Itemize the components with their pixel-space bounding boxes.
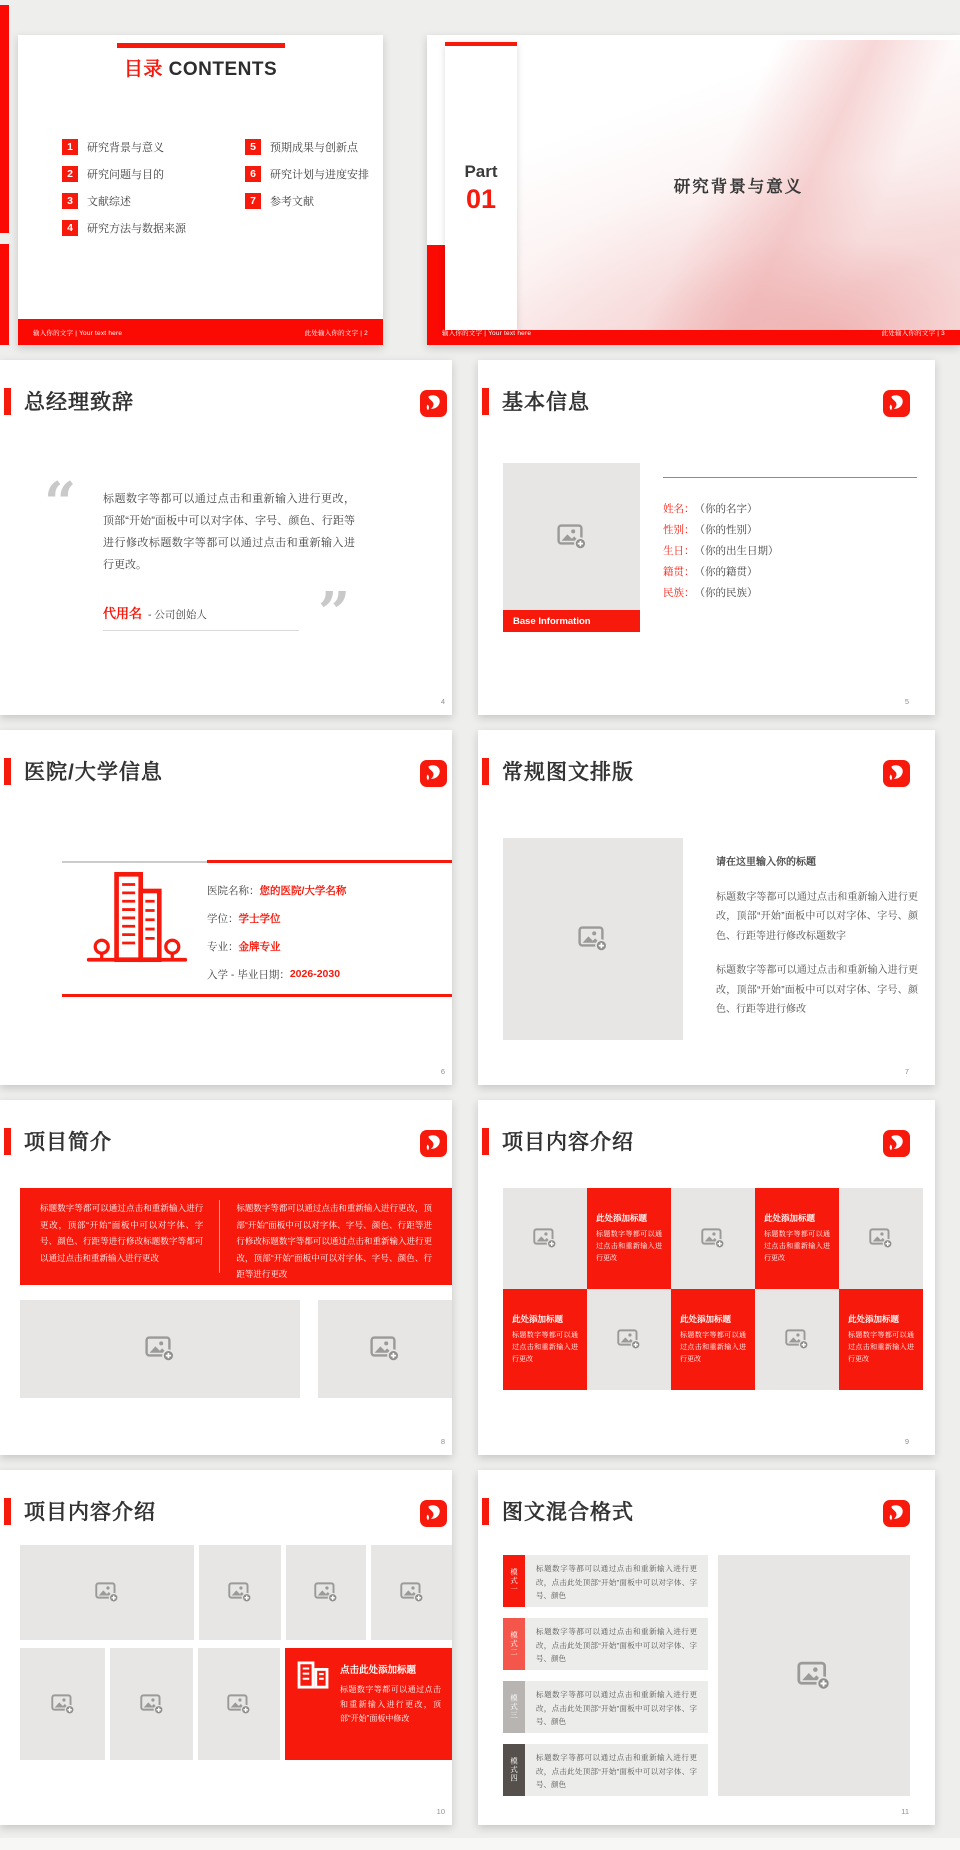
school-field: 入学 - 毕业日期： 2026-2030	[207, 968, 341, 981]
title-accent-bar	[482, 758, 489, 785]
text-cell: 此处添加标题 标题数字等都可以通过点击和重新输入进行更改	[587, 1188, 671, 1289]
school-field: 专业： 金牌专业	[207, 940, 281, 953]
founder-name: 代用名	[103, 606, 143, 621]
slide-thumbnail-text-image-layout[interactable]	[478, 730, 935, 1085]
slide-title-row	[482, 386, 590, 416]
school-field-list	[207, 876, 346, 988]
info-field: 民族： （你的民族）	[663, 587, 758, 599]
toc-column-left	[62, 133, 186, 241]
image-placeholder	[755, 1289, 839, 1390]
slide-thumbnail-toc[interactable]	[18, 35, 383, 345]
mode-row	[503, 1555, 708, 1607]
toc-number-badge: 2	[62, 166, 78, 182]
toc-item: 5 预期成果与创新点	[245, 133, 369, 160]
toc-number-badge: 5	[245, 139, 261, 155]
founder-role: - 公司创始人	[148, 609, 207, 621]
cover-image-panel	[517, 40, 960, 330]
add-image-icon	[578, 926, 608, 952]
slide-title: 医院/大学信息	[24, 761, 163, 784]
page-number: 5	[904, 697, 909, 706]
slide-footer-band	[18, 319, 383, 345]
title-accent-bar	[117, 43, 285, 48]
divider-gray-segment	[62, 861, 207, 863]
text-cell: 此处添加标题 标题数字等都可以通过点击和重新输入进行更改	[503, 1289, 587, 1390]
close-quote-icon: ”	[318, 580, 351, 646]
image-placeholder	[718, 1555, 910, 1796]
title-accent-bar	[4, 388, 11, 415]
add-image-icon	[557, 524, 587, 550]
add-image-icon	[701, 1228, 725, 1249]
add-image-icon	[533, 1228, 557, 1249]
slide-title-row	[4, 1496, 156, 1526]
title-accent-bar	[4, 1128, 11, 1155]
image-caption-band: Base Information	[503, 610, 640, 632]
slide-title: 项目内容介绍	[502, 1131, 634, 1154]
add-image-icon	[145, 1336, 175, 1362]
add-image-icon	[227, 1694, 251, 1715]
slide-title: 图文混合格式	[502, 1501, 634, 1524]
footer-left-text: 输入你的文字 | Your text here	[442, 329, 532, 337]
image-placeholder	[503, 838, 683, 1040]
page-number: 9	[904, 1437, 909, 1446]
add-image-icon	[228, 1582, 252, 1603]
toc-item: 4 研究方法与数据来源	[62, 214, 186, 241]
image-placeholder	[20, 1300, 300, 1398]
add-image-icon	[370, 1336, 400, 1362]
slide-title: 总经理致辞	[24, 391, 134, 414]
docer-logo-icon	[420, 760, 447, 787]
text-cell: 此处添加标题 标题数字等都可以通过点击和重新输入进行更改	[839, 1289, 923, 1390]
title-accent-bar	[4, 1498, 11, 1525]
toc-number-badge: 4	[62, 220, 78, 236]
slide-thumbnail-ceo-message[interactable]	[0, 360, 452, 715]
slide-thumbnail-project-content-grid[interactable]	[478, 1100, 935, 1455]
toc-item: 1 研究背景与意义	[62, 133, 186, 160]
signature-row	[103, 603, 207, 622]
info-field: 性别： （你的性别）	[663, 524, 758, 536]
info-field: 生日： （你的出生日期）	[663, 545, 779, 557]
slide-thumbnail-project-intro[interactable]	[0, 1100, 452, 1455]
red-caption-box	[285, 1648, 452, 1760]
image-placeholder	[839, 1188, 923, 1289]
ground-line	[62, 994, 452, 997]
text-cell: 此处添加标题 标题数字等都可以通过点击和重新输入进行更改	[755, 1188, 839, 1289]
docer-logo-icon	[420, 1130, 447, 1157]
add-image-icon	[140, 1694, 164, 1715]
title-accent-bar	[4, 758, 11, 785]
page-number: 8	[440, 1437, 445, 1446]
add-image-icon	[785, 1329, 809, 1350]
image-placeholder	[503, 463, 640, 610]
page-number: 7	[904, 1067, 909, 1076]
toc-title-en: CONTENTS	[162, 59, 278, 80]
part-label: Part	[464, 161, 498, 181]
slide-thumbnail-part-01[interactable]	[427, 35, 960, 345]
text-cell: 此处添加标题 标题数字等都可以通过点击和重新输入进行更改	[671, 1289, 755, 1390]
mode-tab: 模式二	[503, 1618, 525, 1670]
caption-text: 标题数字等都可以通过点击和重新输入进行更改，顶部“开始”面板中修改	[340, 1685, 441, 1724]
quote-paragraph: 标题数字等都可以通过点击和重新输入进行更改，顶部“开始”面板中可以对字体、字号、颜色、行距等进行修改标题数字等都可以通过点击和重新输入进行更改。	[103, 493, 355, 571]
mode-text: 标题数字等都可以通过点击和重新输入进行更改，点击此处顶部“开始”面板中可以对字体、字号、颜色	[525, 1555, 708, 1607]
bottom-margin-strip	[0, 1838, 960, 1850]
footer-left-text: 输入你的文字 | Your text here	[33, 329, 123, 337]
info-field-list	[663, 498, 779, 603]
body-paragraph: 标题数字等都可以通过点击和重新输入进行更改，顶部“开始”面板中可以对字体、字号、颜色、行距等进行修改	[716, 965, 918, 1015]
toc-item: 7 参考文献	[245, 187, 369, 214]
red-intro-box	[20, 1188, 452, 1285]
image-placeholder	[503, 1188, 587, 1289]
mode-tab: 模式一	[503, 1555, 525, 1607]
footer-right-text: 此处输入你的文字 | 2	[304, 329, 368, 337]
slide-thumbnail-school-info[interactable]	[0, 730, 452, 1085]
mode-row	[503, 1681, 708, 1733]
docer-logo-icon	[883, 1130, 910, 1157]
title-accent-bar	[482, 1498, 489, 1525]
title-accent-bar	[482, 388, 489, 415]
toc-number-badge: 1	[62, 139, 78, 155]
toc-item: 3 文献综述	[62, 187, 186, 214]
mode-list	[503, 1555, 708, 1807]
slide-title-row	[4, 386, 134, 416]
text-column	[716, 853, 918, 1035]
mode-text: 标题数字等都可以通过点击和重新输入进行更改，点击此处顶部“开始”面板中可以对字体、字号、颜色	[525, 1681, 708, 1733]
prev-slide-edge-fragment	[0, 244, 9, 345]
slide-title-row	[482, 756, 634, 786]
image-placeholder	[587, 1289, 671, 1390]
docer-logo-icon	[420, 390, 447, 417]
info-field: 姓名： （你的名字）	[663, 503, 758, 515]
toc-title	[18, 54, 383, 81]
school-field: 学位： 学士学位	[207, 912, 281, 925]
toc-number-badge: 6	[245, 166, 261, 182]
mode-text: 标题数字等都可以通过点击和重新输入进行更改，点击此处顶部“开始”面板中可以对字体、字号、颜色	[525, 1618, 708, 1670]
image-placeholder	[671, 1188, 755, 1289]
slide-title: 常规图文排版	[502, 761, 634, 784]
image-placeholder	[371, 1545, 452, 1640]
add-image-icon	[400, 1582, 424, 1603]
slide-thumbnail-mixed-layout[interactable]	[478, 1470, 935, 1825]
intro-column-left: 标题数字等都可以通过点击和重新输入进行更改，顶部“开始”面板中可以对字体、字号、颜色、行距等进行修改标题数字等都可以通过点击和重新输入进行更改	[40, 1200, 220, 1273]
slide-title: 项目简介	[24, 1131, 112, 1154]
image-placeholder	[110, 1648, 193, 1760]
divider-red-segment	[207, 860, 452, 863]
image-placeholder	[318, 1300, 452, 1398]
footer-right-text: 此处输入你的文字 | 3	[881, 329, 945, 337]
body-paragraph: 标题数字等都可以通过点击和重新输入进行更改，顶部“开始”面板中可以对字体、字号、颜色、行距等进行修改标题数字	[716, 891, 918, 942]
slide-title-row	[4, 1126, 112, 1156]
slide-title: 基本信息	[502, 391, 590, 414]
page-number: 4	[440, 697, 445, 706]
mode-tab: 模式四	[503, 1744, 525, 1796]
part-number: 01	[465, 183, 497, 214]
docer-logo-icon	[420, 1500, 447, 1527]
page-number: 11	[901, 1807, 909, 1816]
mode-row	[503, 1744, 708, 1796]
add-image-icon	[869, 1228, 893, 1249]
title-accent-bar	[482, 1128, 489, 1155]
page-number: 6	[440, 1067, 445, 1076]
part-number-card	[445, 42, 517, 330]
toc-item: 6 研究计划与进度安排	[245, 160, 369, 187]
slide-title-row	[482, 1126, 634, 1156]
toc-number-badge: 3	[62, 193, 78, 209]
slide-title-row	[4, 756, 163, 786]
section-title: 研究背景与意义	[673, 178, 804, 196]
school-field: 医院名称： 您的医院/大学名称	[207, 884, 347, 897]
slide-thumbnail-project-content-gallery[interactable]	[0, 1470, 452, 1825]
open-quote-icon: “	[44, 470, 77, 536]
toc-column-right	[245, 133, 369, 214]
caption-title: 点击此处添加标题	[340, 1665, 417, 1676]
prev-slide-edge-fragment	[0, 5, 9, 233]
docer-logo-icon	[883, 1500, 910, 1527]
image-placeholder	[20, 1545, 194, 1640]
page-number: 10	[436, 1807, 445, 1816]
add-image-icon	[617, 1329, 641, 1350]
toc-title-zh: 目录	[123, 59, 163, 80]
info-field: 籍贯： （你的籍贯）	[663, 566, 758, 578]
checkerboard-grid	[503, 1188, 923, 1390]
image-placeholder	[20, 1648, 105, 1760]
slide-footer-band	[427, 319, 960, 345]
add-image-icon	[314, 1582, 338, 1603]
building-icon	[296, 1661, 330, 1689]
add-image-icon	[95, 1582, 119, 1603]
add-image-icon	[51, 1694, 75, 1715]
image-placeholder	[286, 1545, 366, 1640]
fields-divider	[663, 477, 917, 478]
add-image-icon	[797, 1661, 831, 1691]
docer-logo-icon	[883, 760, 910, 787]
docer-logo-icon	[883, 390, 910, 417]
mode-tab: 模式三	[503, 1681, 525, 1733]
body-heading: 请在这里输入你的标题	[716, 857, 816, 868]
toc-number-badge: 7	[245, 193, 261, 209]
mode-row	[503, 1618, 708, 1670]
signature-divider	[103, 630, 299, 631]
intro-column-right: 标题数字等都可以通过点击和重新输入进行更改，顶部“开始”面板中可以对字体、字号、颜色、行距等进行修改标题数字等都可以通过点击和重新输入进行更改，顶部“开始”面板中可以对字体、字号、颜色、行距等进行更改	[236, 1203, 432, 1280]
slide-thumbnail-basic-info[interactable]	[478, 360, 935, 715]
mode-text: 标题数字等都可以通过点击和重新输入进行更改，点击此处顶部“开始”面板中可以对字体、字号、颜色	[525, 1744, 708, 1796]
slide-title: 项目内容介绍	[24, 1501, 156, 1524]
slide-title-row	[482, 1496, 634, 1526]
image-placeholder	[199, 1545, 281, 1640]
toc-item: 2 研究问题与目的	[62, 160, 186, 187]
image-placeholder	[198, 1648, 280, 1760]
hospital-building-icon	[85, 870, 189, 964]
